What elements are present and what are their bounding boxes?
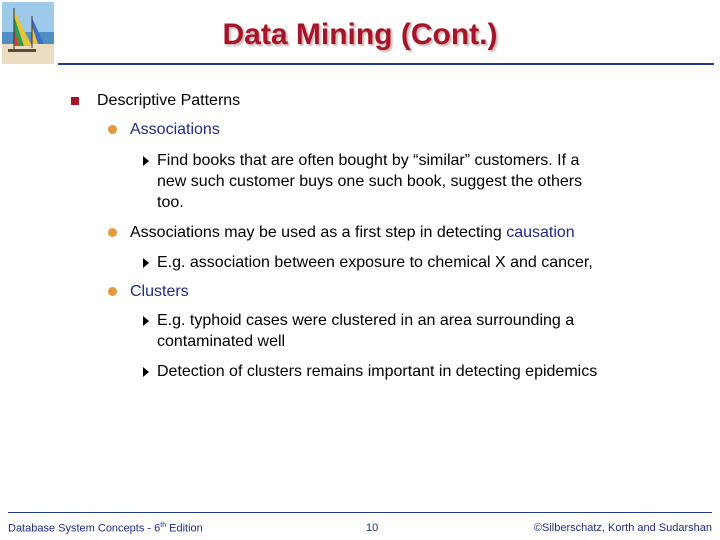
title-divider <box>58 63 714 65</box>
footer-page-number: 10 <box>366 522 379 534</box>
clusters-example1-line1: E.g. typhoid cases were clustered in an area surrounding a <box>157 312 575 329</box>
triangle-bullet-icon <box>143 316 149 326</box>
footer-book-title: Database System Concepts - 6th Edition <box>8 522 203 535</box>
square-bullet-icon <box>71 97 79 105</box>
clusters-example2: Detection of clusters remains important in detecting epidemics <box>157 363 598 380</box>
causation-prefix: Associations may be used as a first step in detecting <box>130 224 507 241</box>
causation-word: causation <box>506 224 575 241</box>
causation-statement <box>130 223 575 243</box>
dot-bullet-icon <box>108 287 117 296</box>
associations-example-line2: new such customer buys one such book, suggest the others <box>157 173 583 190</box>
footer-copyright: ©Silberschatz, Korth and Sudarshan <box>533 522 712 534</box>
triangle-bullet-icon <box>143 258 149 268</box>
footer-divider <box>8 512 712 513</box>
dot-bullet-icon <box>108 125 117 134</box>
descriptive-patterns-heading: Descriptive Patterns <box>97 92 241 109</box>
causation-example: E.g. association between exposure to chemical X and cancer, <box>157 254 593 271</box>
slide-title: Data Mining (Cont.) <box>222 18 498 51</box>
associations-example-line1: Find books that are often bought by “similar” customers. If a <box>157 152 580 169</box>
associations-label: Associations <box>130 121 220 138</box>
triangle-bullet-icon <box>143 156 149 166</box>
clusters-example1-line2: contaminated well <box>157 333 286 350</box>
clusters-label: Clusters <box>130 283 189 300</box>
dot-bullet-icon <box>108 228 117 237</box>
associations-example-line3: too. <box>157 194 184 211</box>
triangle-bullet-icon <box>143 367 149 377</box>
